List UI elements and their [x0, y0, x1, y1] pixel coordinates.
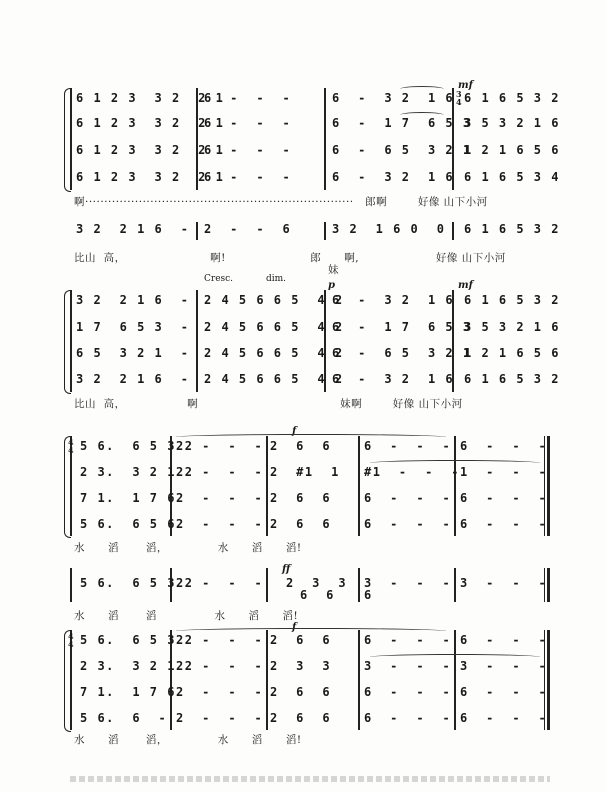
- voice-row: [70, 711, 550, 729]
- measure: 6 - - -: [364, 685, 452, 699]
- tie: [176, 434, 446, 440]
- measure: 6 - - -: [460, 633, 548, 647]
- measure: 2 6 6: [270, 633, 332, 647]
- measure: 2 4 5 6 6 5 4 2: [204, 320, 344, 334]
- voice-row: [70, 293, 560, 311]
- measure: 2 6 6: [270, 711, 332, 725]
- measure: 6 - - -: [204, 91, 292, 105]
- measure: 1 - - -: [460, 465, 548, 479]
- measure: 2 - - -: [176, 685, 264, 699]
- measure: 6 - - -: [460, 439, 548, 453]
- solo-row: [70, 222, 560, 240]
- measure: 6 - - -: [204, 170, 292, 184]
- time-signature: 4 4: [68, 631, 74, 649]
- measure: 3 - - -: [460, 576, 548, 590]
- measure: 1 2 1 6 5 6: [464, 143, 560, 157]
- measure: 6 - 6 5 3 2 1: [332, 143, 472, 157]
- measure: 2 6 6: [270, 685, 332, 699]
- measure: 3 5 3 2 1 6: [464, 320, 560, 334]
- measure: 2 - - -: [176, 659, 264, 673]
- measure: 3 2 2 1 6 -: [76, 222, 190, 236]
- measure: 2 - - -: [176, 633, 264, 647]
- measure: 6 - - -: [364, 517, 452, 531]
- measure: 5 6. 6 5 3 2: [80, 576, 194, 590]
- system-2-choir: [70, 274, 560, 410]
- measure: 6 5 3 2 1 -: [76, 346, 190, 360]
- measure: 6 - - -: [364, 439, 452, 453]
- solo-row-lower: [70, 588, 550, 606]
- system-2-solo: [70, 222, 560, 276]
- measure: 2 - - -: [176, 439, 264, 453]
- measure: 6 - - -: [460, 517, 548, 531]
- dynamic-f: f: [292, 426, 297, 437]
- measure: 1 2 1 6 5 6: [464, 346, 560, 360]
- measure: 6 - 3 2 1 6: [332, 372, 455, 386]
- measure: 2 6 6: [270, 439, 332, 453]
- measure: 6 - 3 2 1 6: [332, 170, 455, 184]
- measure: 2 3 3: [270, 659, 332, 673]
- measure: 6 - 6 5 3 2 1: [332, 346, 472, 360]
- measure: 5 6. 6 -: [80, 711, 168, 725]
- lyrics-line: 比山 高， 啊 妹啊 好像 山下小河: [74, 398, 463, 410]
- measure: 3 2 2 1 6 -: [76, 293, 190, 307]
- measure: 2 - - -: [176, 517, 264, 531]
- measure: 2 - - -: [176, 711, 264, 725]
- measure: 6 1 2 3 3 2 2 1: [76, 143, 225, 157]
- measure: 6 - - -: [364, 633, 452, 647]
- measure: 6 - - -: [460, 491, 548, 505]
- measure: 6 - 3 2 1 6: [332, 293, 455, 307]
- voice-row: [70, 659, 550, 677]
- time-signature: 4 4: [68, 437, 74, 455]
- lyrics-line: 水 滔 滔 水 滔 滔!: [74, 610, 299, 622]
- measure: 3 5 3 2 1 6: [464, 116, 560, 130]
- lyrics-line: 比山 高， 啊! 郎 啊, 好像 山下小河: [74, 252, 506, 264]
- measure: 2 4 5 6 6 5 4 2: [204, 293, 344, 307]
- crescendo-mark: Cresc.: [204, 274, 234, 284]
- measure: 2 - - -: [176, 576, 264, 590]
- tie: [370, 654, 540, 660]
- voice-row: [70, 491, 550, 509]
- lyrics-alt: 妹: [328, 264, 339, 276]
- measure: 6 - 3 2 1 6: [332, 91, 455, 105]
- measure: 2 - - 6: [204, 222, 292, 236]
- measure: 6 1 6 5 3 2: [464, 91, 560, 105]
- tie: [370, 460, 540, 466]
- measure: 3 - - -: [460, 659, 548, 673]
- voice-row: [70, 517, 550, 535]
- measure: 3 - - -: [364, 576, 452, 590]
- measure: 6 1 2 3 3 2 2 1: [76, 91, 225, 105]
- system-3: [68, 426, 550, 556]
- voice-row: [70, 372, 560, 390]
- dynamic-ff: ff: [282, 564, 291, 575]
- measure: 2 - - -: [176, 491, 264, 505]
- slur: [400, 112, 444, 118]
- measure: 6 1 6 5 3 4: [464, 170, 560, 184]
- measure: 6 - - -: [204, 143, 292, 157]
- measure: 6 6: [300, 588, 335, 602]
- measure: 6 1 6 5 3 2: [464, 293, 560, 307]
- lyrics-line: 水 滔 滔， 水 滔 滔!: [74, 542, 302, 554]
- measure: 2 3 3: [286, 576, 348, 590]
- dynamic-mf: mf: [458, 280, 473, 291]
- voice-row: [70, 170, 560, 188]
- measure: 6 - 1 7 6 5 3: [332, 320, 472, 334]
- measure: 3 2 1 6 0 0: [332, 222, 446, 236]
- measure: 2 4 5 6 6 5 4 2: [204, 346, 344, 360]
- lyrics-line: 水 滔 滔， 水 滔 滔!: [74, 734, 302, 746]
- measure: 6 - - -: [460, 711, 548, 725]
- measure: 6 - - -: [364, 491, 452, 505]
- measure: 3 - - -: [364, 659, 452, 673]
- lyrics-line: 啊······································································ 郎啊 好像 山下小河: [74, 196, 488, 208]
- measure: 1 7 6 5 3 -: [76, 320, 190, 334]
- measure: #1 - - -: [364, 465, 460, 479]
- voice-row: [70, 320, 560, 338]
- measure: 2 4 5 6 6 5 4 2: [204, 372, 344, 386]
- dynamic-f: f: [292, 622, 297, 633]
- measure: 5 6. 6 5 3 2: [80, 439, 194, 453]
- time-signature: 3 4: [456, 89, 462, 107]
- measure: 3 2 2 1 6 -: [76, 372, 190, 386]
- measure: 6 - - -: [460, 685, 548, 699]
- measure: 7 1. 1 7 6: [80, 685, 176, 699]
- voice-row: [70, 465, 550, 483]
- slur: [400, 86, 444, 92]
- measure: 6 1 6 5 3 2: [464, 222, 560, 236]
- measure: 7 1. 1 7 6: [80, 491, 176, 505]
- measure: 2 6 6: [270, 517, 332, 531]
- measure: 6 1 2 3 3 2 2 1: [76, 116, 225, 130]
- diminuendo-mark: dim.: [266, 274, 287, 284]
- measure: 5 6. 6 5 6: [80, 517, 176, 531]
- measure: 2 - - -: [176, 465, 264, 479]
- measure: 6 1 6 5 3 2: [464, 372, 560, 386]
- dynamic-p: p: [328, 280, 335, 291]
- measure: 6: [364, 588, 373, 602]
- voice-row: [70, 116, 560, 134]
- voice-row: [70, 633, 550, 651]
- measure: 6 - - -: [364, 711, 452, 725]
- measure: 6 1 2 3 3 2 2 1: [76, 170, 225, 184]
- voice-row: [70, 685, 550, 703]
- footnote-strip: [70, 776, 550, 782]
- measure: 6 - 1 7 6 5 3: [332, 116, 472, 130]
- system-1: [70, 80, 560, 208]
- measure: 2 6 6: [270, 491, 332, 505]
- measure: 6 - - -: [204, 116, 292, 130]
- voice-row: [70, 439, 550, 457]
- voice-row: [70, 143, 560, 161]
- system-4-solo: [70, 564, 550, 622]
- tie: [176, 628, 446, 634]
- voice-row: [70, 91, 560, 109]
- measure: 2 #1 1: [270, 465, 340, 479]
- voice-row: [70, 346, 560, 364]
- dynamic-mf: mf: [458, 80, 473, 91]
- measure: 5 6. 6 5 3 2: [80, 633, 194, 647]
- measure: 2 3. 3 2 1 2: [80, 465, 194, 479]
- system-5: [68, 622, 550, 750]
- measure: 2 3. 3 2 1 2: [80, 659, 194, 673]
